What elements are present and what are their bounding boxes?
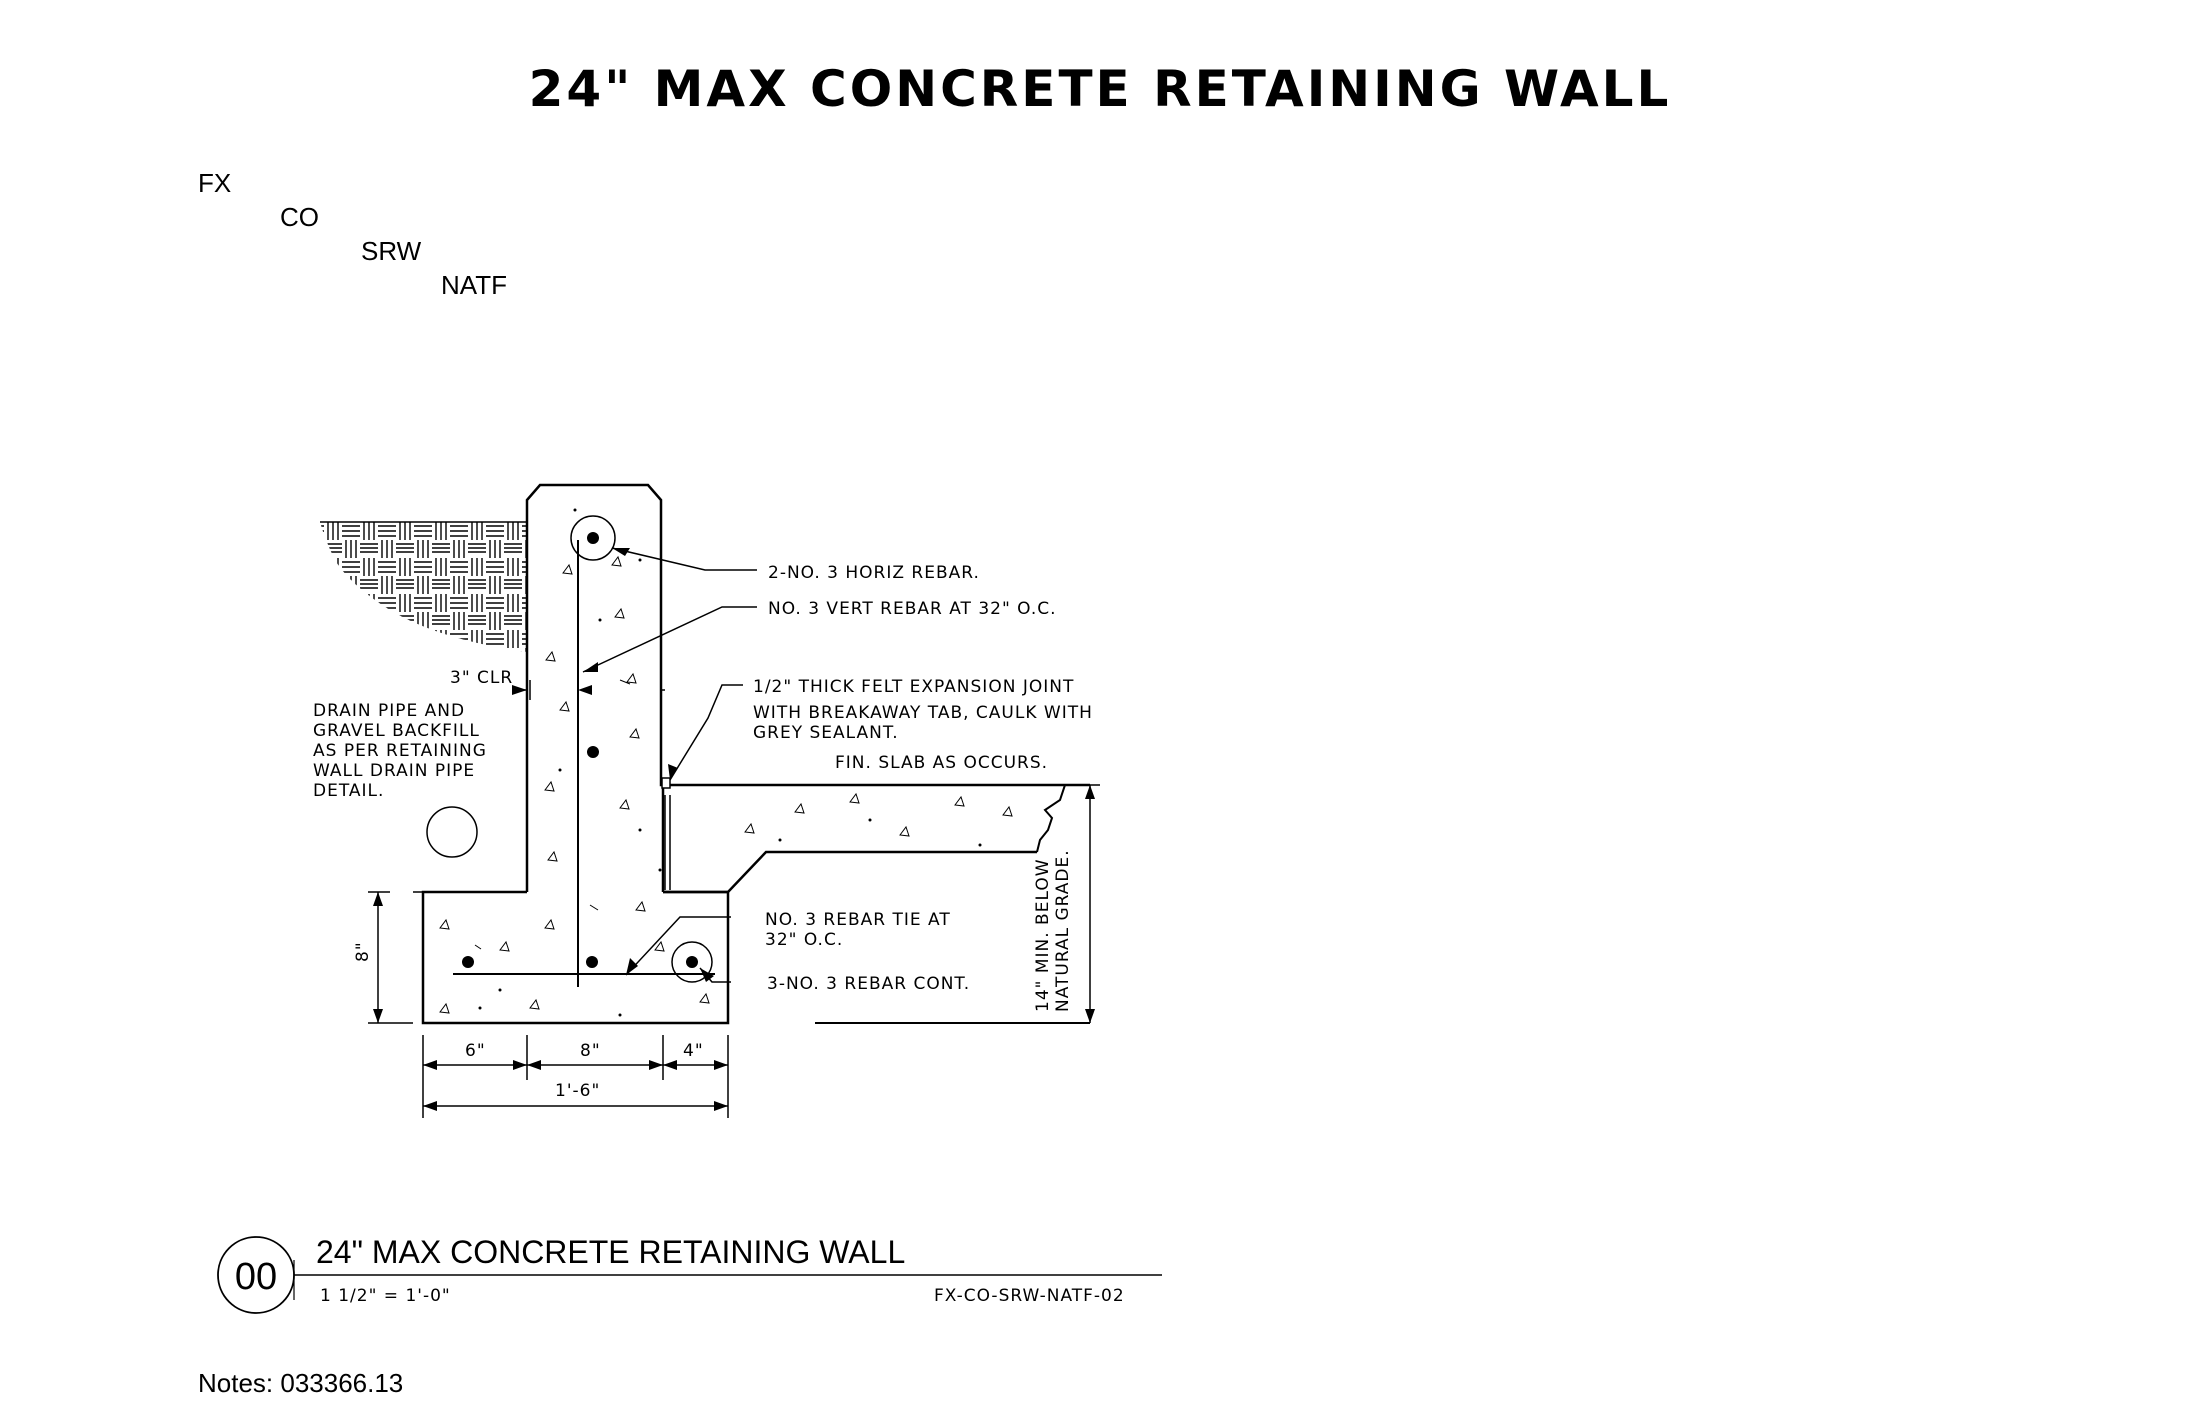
drain-pipe-icon bbox=[427, 807, 477, 857]
code-natf: NATF bbox=[441, 270, 507, 300]
label-drain-line-4: WALL DRAIN PIPE bbox=[313, 761, 476, 781]
label-drain-line-2: GRAVEL BACKFILL bbox=[313, 721, 480, 741]
slab-outline bbox=[663, 785, 1090, 892]
detail-scale: 1 1/2" = 1'-0" bbox=[320, 1286, 451, 1306]
label-cont: 3-NO. 3 REBAR CONT. bbox=[767, 974, 971, 994]
label-joint-line-3: GREY SEALANT. bbox=[753, 723, 899, 743]
dim-stem: 8" bbox=[580, 1041, 601, 1061]
notes: Notes: 033366.13 bbox=[198, 1368, 404, 1398]
dim-heel: 4" bbox=[683, 1041, 704, 1061]
earth-hatch bbox=[320, 522, 527, 652]
detail-title: 24" MAX CONCRETE RETAINING WALL bbox=[316, 1234, 906, 1270]
dim-total: 1'-6" bbox=[555, 1081, 601, 1101]
label-joint-line-2: WITH BREAKAWAY TAB, CAULK WITH bbox=[753, 703, 1093, 723]
label-horiz-rebar: 2-NO. 3 HORIZ REBAR. bbox=[768, 563, 980, 583]
dim-toe: 6" bbox=[465, 1041, 486, 1061]
label-drain-line-3: AS PER RETAINING bbox=[313, 741, 487, 761]
detail-number: 00 bbox=[234, 1256, 278, 1298]
wall-outline bbox=[527, 485, 663, 892]
dim-footing-height: 8" bbox=[353, 941, 373, 962]
label-grade-line-2: NATURAL GRADE. bbox=[1053, 849, 1073, 1012]
label-joint-line-1: 1/2" THICK FELT EXPANSION JOINT bbox=[753, 677, 1075, 697]
label-tie-line-2: 32" O.C. bbox=[765, 930, 844, 950]
label-slab: FIN. SLAB AS OCCURS. bbox=[835, 753, 1049, 773]
code-co: CO bbox=[280, 202, 319, 232]
label-vert-rebar: NO. 3 VERT REBAR AT 32" O.C. bbox=[768, 599, 1057, 619]
sheet-title: 24" MAX CONCRETE RETAINING WALL bbox=[528, 60, 1672, 118]
label-drain-line-5: DETAIL. bbox=[313, 781, 385, 801]
label-drain-line-1: DRAIN PIPE AND bbox=[313, 701, 466, 721]
code-srw: SRW bbox=[361, 236, 422, 266]
code-fx: FX bbox=[198, 168, 232, 198]
label-grade-line-1: 14" MIN. BELOW bbox=[1033, 858, 1053, 1012]
label-tie-line-1: NO. 3 REBAR TIE AT bbox=[765, 910, 951, 930]
drawing-code: FX-CO-SRW-NATF-02 bbox=[934, 1286, 1125, 1306]
label-clr: 3" CLR bbox=[450, 668, 514, 688]
